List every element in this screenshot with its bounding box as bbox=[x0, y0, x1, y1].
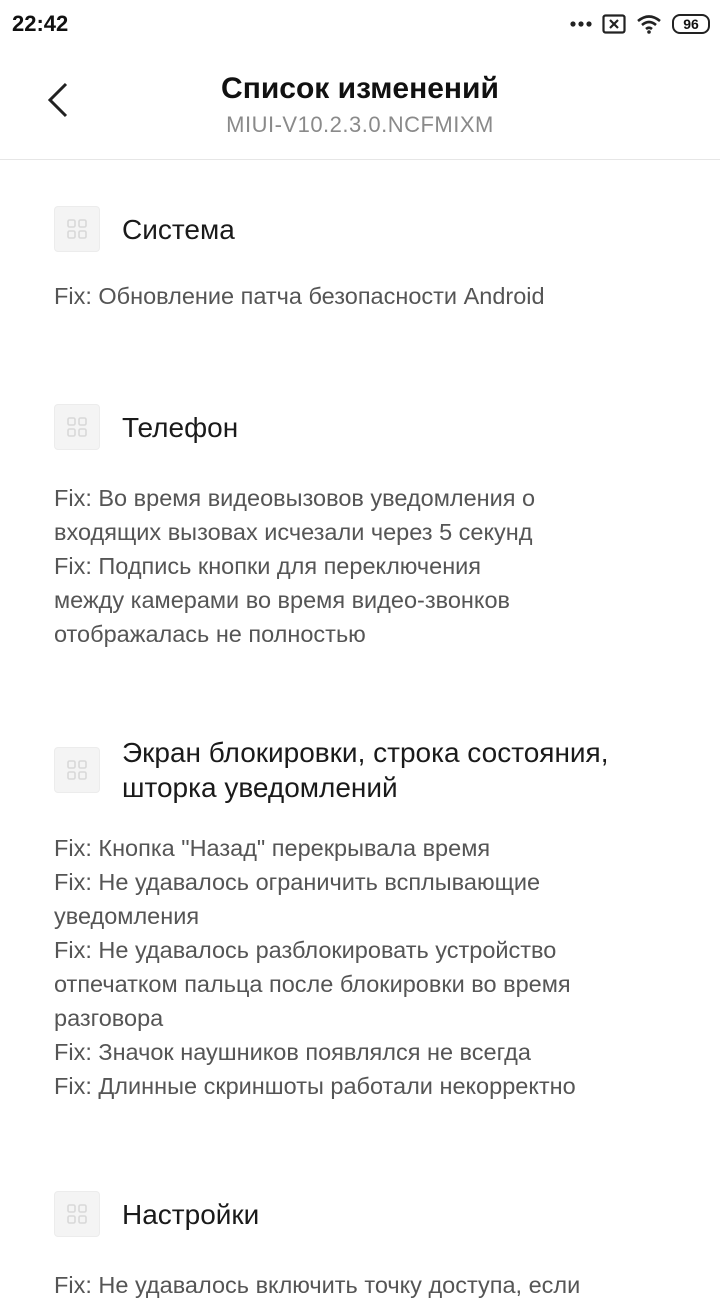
section-system bbox=[54, 206, 674, 313]
app-placeholder-icon bbox=[54, 747, 100, 793]
section-title bbox=[122, 735, 609, 805]
change-line: Fix: Длинные скриншоты работали некорректно bbox=[54, 1073, 576, 1099]
section-lockscreen bbox=[54, 735, 674, 1103]
section-title: Настройки bbox=[122, 1198, 260, 1230]
section-title: Телефон bbox=[122, 411, 239, 443]
app-placeholder-icon bbox=[54, 404, 100, 450]
page-title: Список изменений bbox=[221, 72, 499, 105]
section-title-line: Экран блокировки, строка состояния, bbox=[122, 737, 609, 768]
section-title: Система bbox=[122, 213, 235, 245]
change-line: входящих вызовах исчезали через 5 секунд bbox=[54, 519, 533, 545]
change-line: Fix: Не удавалось включить точку доступа, если bbox=[54, 1272, 581, 1298]
change-line: Fix: Обновление патча безопасности Android bbox=[54, 283, 545, 309]
section-phone bbox=[54, 404, 674, 651]
status-icons bbox=[570, 12, 710, 36]
more-dots-icon bbox=[570, 20, 592, 28]
status-time: 22:42 bbox=[12, 11, 69, 36]
battery-icon bbox=[672, 14, 710, 34]
section-title-line: шторка уведомлений bbox=[122, 772, 398, 803]
change-line: Fix: Подпись кнопки для переключения bbox=[54, 553, 482, 579]
change-line: уведомления bbox=[54, 903, 200, 929]
section-body bbox=[54, 279, 674, 313]
sim-disabled-icon bbox=[602, 14, 626, 34]
wifi-icon bbox=[636, 14, 662, 34]
change-line: отпечатком пальца после блокировки во время bbox=[54, 971, 571, 997]
section-settings bbox=[54, 1191, 674, 1302]
change-line: между камерами во время видео-звонков bbox=[54, 587, 511, 613]
version-subtitle: MIUI-V10.2.3.0.NCFMIXM bbox=[226, 112, 494, 137]
app-placeholder-icon bbox=[54, 206, 100, 252]
change-line: Fix: Кнопка "Назад" перекрывала время bbox=[54, 835, 491, 861]
section-header bbox=[54, 735, 674, 805]
app-placeholder-icon bbox=[54, 1191, 100, 1237]
header bbox=[0, 48, 720, 160]
status-bar bbox=[0, 0, 720, 48]
section-body bbox=[54, 1268, 674, 1302]
section-header bbox=[54, 404, 674, 450]
change-line: Fix: Не удавалось ограничить всплывающие bbox=[54, 869, 541, 895]
change-line: Fix: Значок наушников появлялся не всегда bbox=[54, 1039, 531, 1065]
change-line: Fix: Во время видеовызовов уведомления о bbox=[54, 485, 536, 511]
change-line: отображалась не полностью bbox=[54, 621, 366, 647]
section-body bbox=[54, 481, 674, 651]
change-line: Fix: Не удавалось разблокировать устройство bbox=[54, 937, 557, 963]
battery-level: 96 bbox=[683, 16, 699, 32]
section-header bbox=[54, 206, 674, 252]
section-body bbox=[54, 831, 674, 1103]
change-line: разговора bbox=[54, 1005, 164, 1031]
section-header bbox=[54, 1191, 674, 1237]
